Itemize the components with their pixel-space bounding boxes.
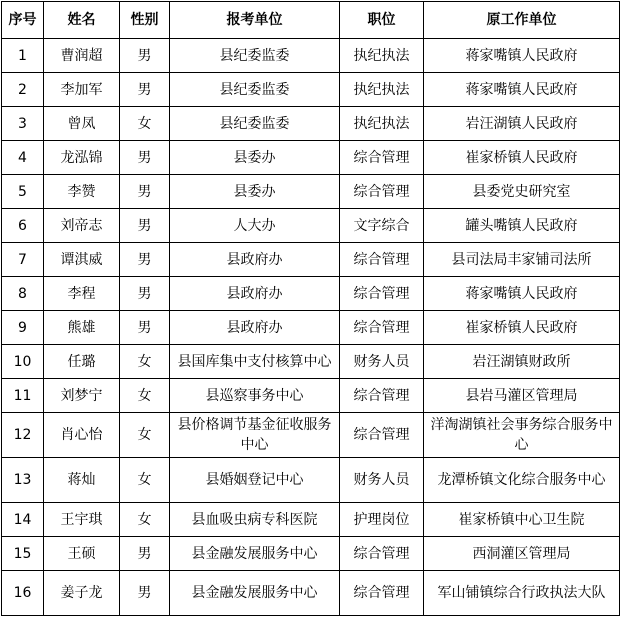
cell-applied-unit: 县金融发展服务中心: [170, 537, 340, 571]
cell-position: 财务人员: [340, 458, 424, 503]
cell-position: 执纪执法: [340, 73, 424, 107]
cell-position: 综合管理: [340, 277, 424, 311]
cell-original-unit: 蒋家嘴镇人民政府: [424, 39, 620, 73]
header-name: 姓名: [44, 2, 120, 39]
cell-index: 4: [2, 141, 44, 175]
cell-index: 16: [2, 571, 44, 616]
cell-index: 10: [2, 345, 44, 379]
table-row: [2, 175, 620, 209]
cell-name: 谭淇威: [44, 243, 120, 277]
cell-applied-unit: 县婚姻登记中心: [170, 458, 340, 503]
cell-position: 综合管理: [340, 571, 424, 616]
cell-position: 综合管理: [340, 243, 424, 277]
cell-original-unit: 军山铺镇综合行政执法大队: [424, 571, 620, 616]
cell-gender: 男: [120, 209, 170, 243]
cell-gender: 女: [120, 503, 170, 537]
header-original-unit: 原工作单位: [424, 2, 620, 39]
table-row: [2, 243, 620, 277]
cell-name: 李赞: [44, 175, 120, 209]
cell-position: 综合管理: [340, 175, 424, 209]
cell-position: 执纪执法: [340, 39, 424, 73]
cell-original-unit: 洋淘湖镇社会事务综合服务中心: [424, 413, 620, 458]
cell-original-unit: 岩汪湖镇财政所: [424, 345, 620, 379]
table-row: [2, 503, 620, 537]
cell-index: 3: [2, 107, 44, 141]
table-row: [2, 39, 620, 73]
cell-applied-unit: 县金融发展服务中心: [170, 571, 340, 616]
cell-position: 综合管理: [340, 311, 424, 345]
cell-name: 李程: [44, 277, 120, 311]
cell-original-unit: 县委党史研究室: [424, 175, 620, 209]
cell-applied-unit: 县国库集中支付核算中心: [170, 345, 340, 379]
cell-gender: 男: [120, 571, 170, 616]
cell-applied-unit: 县纪委监委: [170, 39, 340, 73]
cell-original-unit: 罐头嘴镇人民政府: [424, 209, 620, 243]
table-row: [2, 458, 620, 503]
cell-gender: 女: [120, 107, 170, 141]
cell-name: 蒋灿: [44, 458, 120, 503]
cell-applied-unit: 县委办: [170, 141, 340, 175]
table-row: [2, 311, 620, 345]
cell-applied-unit: 县巡察事务中心: [170, 379, 340, 413]
cell-gender: 男: [120, 243, 170, 277]
cell-applied-unit: 县政府办: [170, 311, 340, 345]
cell-original-unit: 岩汪湖镇人民政府: [424, 107, 620, 141]
cell-index: 6: [2, 209, 44, 243]
cell-applied-unit: 县血吸虫病专科医院: [170, 503, 340, 537]
cell-index: 7: [2, 243, 44, 277]
cell-original-unit: 县岩马灌区管理局: [424, 379, 620, 413]
cell-applied-unit: 县价格调节基金征收服务中心: [170, 413, 340, 458]
cell-applied-unit: 县纪委监委: [170, 107, 340, 141]
cell-gender: 男: [120, 73, 170, 107]
cell-gender: 女: [120, 413, 170, 458]
cell-name: 曹润超: [44, 39, 120, 73]
cell-applied-unit: 人大办: [170, 209, 340, 243]
table-row: [2, 537, 620, 571]
cell-position: 财务人员: [340, 345, 424, 379]
table-row: [2, 141, 620, 175]
header-applied-unit: 报考单位: [170, 2, 340, 39]
cell-name: 王宇琪: [44, 503, 120, 537]
cell-name: 姜子龙: [44, 571, 120, 616]
table-row: [2, 571, 620, 616]
cell-index: 11: [2, 379, 44, 413]
header-row: [2, 2, 620, 39]
cell-position: 综合管理: [340, 379, 424, 413]
cell-index: 13: [2, 458, 44, 503]
cell-name: 肖心怡: [44, 413, 120, 458]
table-row: [2, 277, 620, 311]
cell-gender: 男: [120, 277, 170, 311]
cell-index: 2: [2, 73, 44, 107]
table-row: [2, 379, 620, 413]
table-row: [2, 345, 620, 379]
cell-original-unit: 县司法局丰家铺司法所: [424, 243, 620, 277]
cell-position: 综合管理: [340, 537, 424, 571]
cell-gender: 男: [120, 537, 170, 571]
cell-gender: 男: [120, 39, 170, 73]
cell-name: 刘梦宁: [44, 379, 120, 413]
cell-original-unit: 蒋家嘴镇人民政府: [424, 277, 620, 311]
table-row: [2, 209, 620, 243]
cell-gender: 女: [120, 345, 170, 379]
cell-position: 文字综合: [340, 209, 424, 243]
cell-position: 执纪执法: [340, 107, 424, 141]
cell-original-unit: 崔家桥镇人民政府: [424, 141, 620, 175]
cell-gender: 男: [120, 141, 170, 175]
cell-original-unit: 蒋家嘴镇人民政府: [424, 73, 620, 107]
cell-index: 15: [2, 537, 44, 571]
cell-original-unit: 龙潭桥镇文化综合服务中心: [424, 458, 620, 503]
cell-applied-unit: 县委办: [170, 175, 340, 209]
cell-applied-unit: 县政府办: [170, 277, 340, 311]
cell-applied-unit: 县纪委监委: [170, 73, 340, 107]
cell-index: 8: [2, 277, 44, 311]
header-gender: 性别: [120, 2, 170, 39]
cell-name: 龙泓锦: [44, 141, 120, 175]
cell-name: 曾凤: [44, 107, 120, 141]
header-index: 序号: [2, 2, 44, 39]
cell-index: 14: [2, 503, 44, 537]
cell-position: 综合管理: [340, 413, 424, 458]
cell-index: 1: [2, 39, 44, 73]
cell-name: 李加军: [44, 73, 120, 107]
cell-gender: 女: [120, 379, 170, 413]
cell-gender: 女: [120, 458, 170, 503]
table-row: [2, 107, 620, 141]
cell-gender: 男: [120, 311, 170, 345]
personnel-table: [1, 1, 620, 616]
cell-index: 9: [2, 311, 44, 345]
table-row: [2, 413, 620, 458]
table-row: [2, 73, 620, 107]
cell-name: 任璐: [44, 345, 120, 379]
cell-name: 熊雄: [44, 311, 120, 345]
cell-index: 12: [2, 413, 44, 458]
cell-applied-unit: 县政府办: [170, 243, 340, 277]
cell-position: 综合管理: [340, 141, 424, 175]
cell-gender: 男: [120, 175, 170, 209]
cell-original-unit: 西洞灌区管理局: [424, 537, 620, 571]
header-position: 职位: [340, 2, 424, 39]
cell-name: 刘帝志: [44, 209, 120, 243]
cell-original-unit: 崔家桥镇中心卫生院: [424, 503, 620, 537]
cell-index: 5: [2, 175, 44, 209]
cell-name: 王硕: [44, 537, 120, 571]
cell-original-unit: 崔家桥镇人民政府: [424, 311, 620, 345]
cell-position: 护理岗位: [340, 503, 424, 537]
